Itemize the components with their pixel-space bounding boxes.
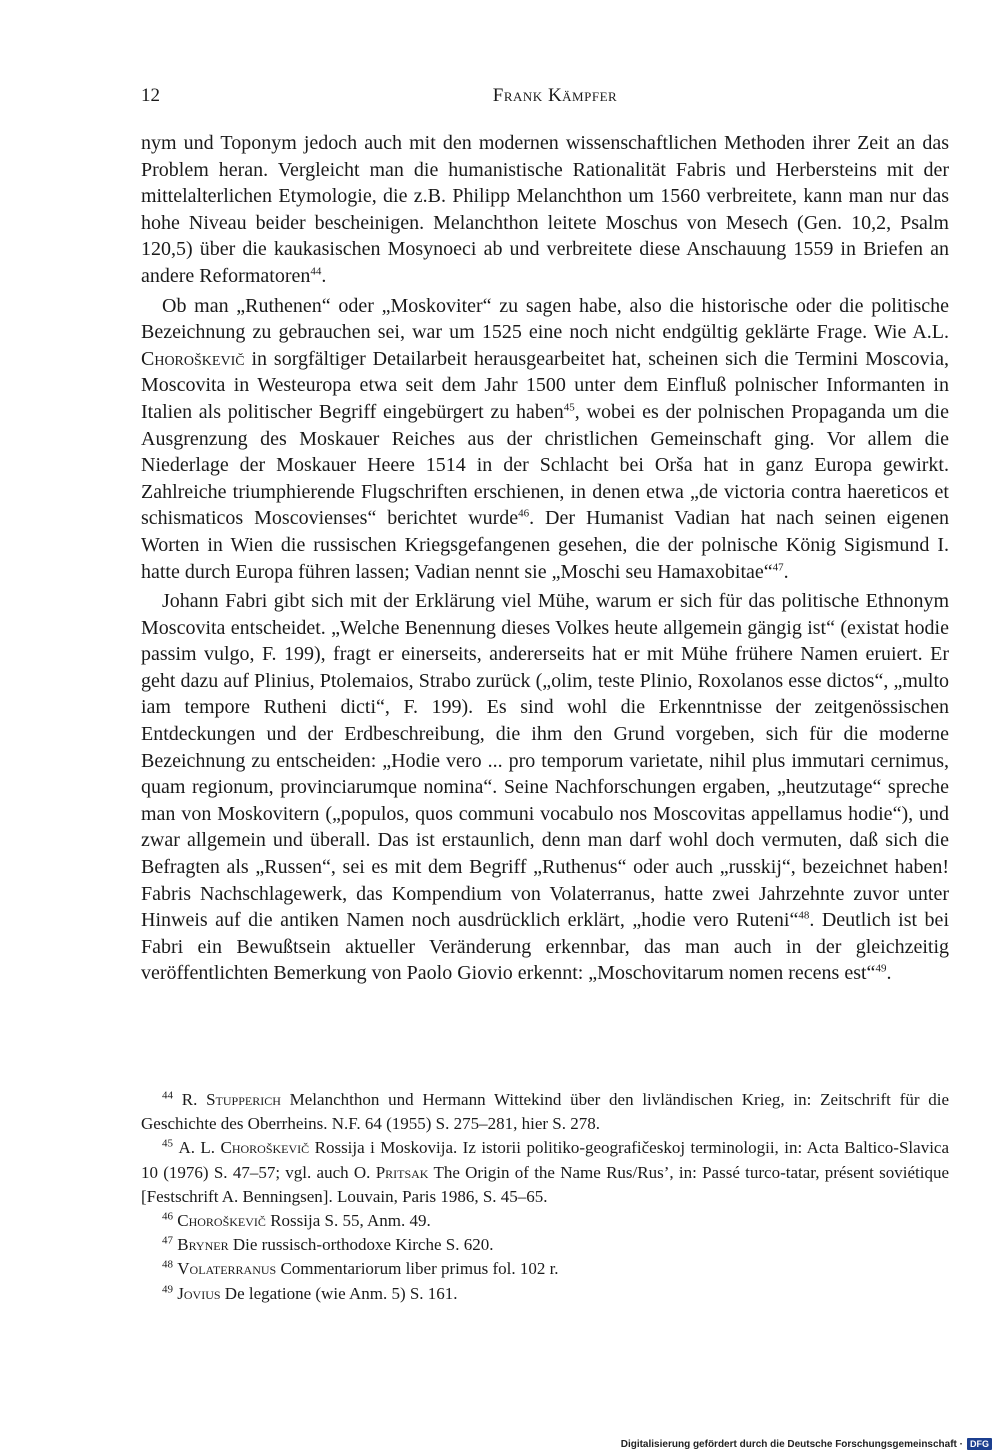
footnote-ref-46[interactable]: 46	[518, 507, 530, 520]
dfg-logo: DFG	[967, 1438, 992, 1450]
footnote-number: 48	[162, 1258, 173, 1271]
paragraph-2-text-d: . Der Humanist Vadian hat nach seinen eigenen Worten in Wien die russischen Kriegsgefangenen gesehen, die der polnische König Sigismund I. hatte durch Europa führen lassen; Vadian nennt sie „Moschi seu Hamaxobitae“	[141, 507, 949, 583]
footnote-text: De legatione (wie Anm. 5) S. 161.	[220, 1283, 458, 1303]
running-head-author: Frank Kämpfer	[492, 85, 618, 106]
footnote-author: Bryner	[177, 1235, 229, 1255]
paragraph-1-text: nym und Toponym jedoch auch mit den modernen wissenschaftlichen Methoden ihrer Zeit an das Problem heran. Vergleicht man die humanistische Rationalität Fabris und Herbersteins mit der mittelalterlichen Etymologie, die z.B. Philipp Melanchthon um 1560 verbreitete, kann man nur das hohe Niveau beider bescheinigen. Melanchthon leitete Moschus von Mesech (Gen. 10,2, Psalm 120,5) über die kaukasischen Mosynoeci ab und verbreitete diese Anschauung 1559 in Briefen an andere Reformatoren	[141, 132, 949, 287]
footnote-ref-44[interactable]: 44	[310, 265, 322, 278]
paragraph-2-text-a: Ob man „Ruthenen“ oder „Moskoviter“ zu sagen habe, also die historische oder die politische Bezeichnung zu gebrauchen sei, war um 1525 eine noch nicht endgültig geklärte Frage. Wie A.L.	[141, 294, 949, 344]
footnote-text: Rossija S. 55, Anm. 49.	[265, 1211, 431, 1231]
footnotes	[141, 1088, 949, 1306]
footnote-ref-48[interactable]: 48	[798, 909, 810, 922]
footnote-author: A. L. Choroškevič	[178, 1138, 310, 1158]
footnote-text: Rossija i Moskovija. Iz istorii politiko-geografičeskoj terminologii, in: Acta Baltico-Slavica 10 (1976) S. 47–57; vgl. auch O.	[141, 1138, 950, 1182]
footnote-author: Choroškevič	[177, 1211, 266, 1231]
footnote-number: 47	[162, 1234, 173, 1247]
footnote-text: Commentariorum liber primus fol. 102 r.	[276, 1259, 559, 1279]
footnote-ref-45[interactable]: 45	[563, 401, 575, 414]
paragraph-2-text-e: .	[783, 560, 789, 583]
footer-text: Digitalisierung gefördert durch die Deutsche Forschungsgemeinschaft ·	[620, 1438, 963, 1450]
footnote-ref-47[interactable]: 47	[772, 560, 784, 573]
page-number: 12	[141, 85, 160, 106]
footnote-46	[141, 1209, 949, 1233]
paragraph-3	[141, 588, 949, 987]
footnote-text: Die russisch-orthodoxe Kirche S. 620.	[228, 1235, 494, 1255]
footnote-number: 44	[162, 1089, 173, 1102]
footnote-ref-49[interactable]: 49	[875, 962, 887, 975]
footnote-author-2: Pritsak	[375, 1162, 429, 1182]
paragraph-3-text-a: Johann Fabri gibt sich mit der Erklärung viel Mühe, warum er sich für das politische Ethnonym Moscovita entscheidet. „Welche Benennung dieses Volkes heute allgemein gängig ist“ (existat hodie passim vulgo, F. 199), fragt er einerseits, andererseits hat er mit Mühe frühere Namen eruiert. Er geht dazu auf Plinius, Ptolemaios, Strabo zurück („olim, teste Plinio, Roxolanos esse dictos“, „multo iam tempore Rutheni dicti“, F. 199). Es sind wohl die Erkenntnisse der zeitgenössischen Entdeckungen und der Erdbeschreibung, die ihm den Grund vorgeben, sich für die moderne Bezeichnung zu entscheiden: „Hodie vero ... pro temporum varietate, nihil plus immutari cernimus, quam regionum, provinciarumque nomina“. Seine Nachforschungen ergaben, „heutzutage“ spreche man von Moskovitern („populos, quos communi vocabulo nos Moscovitas appellamus hodie“), und zwar allgemein und überall. Das ist erstaunlich, denn man darf wohl doch vermuten, daß sich die Befragten als „Russen“, sei es mit dem Begriff „Ruthenus“ oder auch „russkij“, bezeichnet haben! Fabris Nachschlagewerk, das Kompendium von Volaterranus, hatte zwei Jahrzehnte zuvor unter Hinweis auf die antiken Namen noch ausdrücklich erklärt, „hodie vero Ruteni“	[141, 590, 949, 932]
footnote-number: 46	[162, 1210, 173, 1223]
paragraph-2-text-c: , wobei es der polnischen Propaganda um die Ausgrenzung des Moskauer Reiches aus der christlichen Gemeinschaft ging. Vor allem die Niederlage der Moskauer Heere 1514 in der Schlacht bei Orša hat in ganz Europa gewirkt. Zahlreiche triumphierende Flugschriften erschienen, in denen etwa „de victoria contra haereticos et schismaticos Moscovienses“ berichtet wurde	[141, 400, 949, 530]
paragraph-2-text-b: in sorgfältiger Detailarbeit herausgearbeitet hat, scheinen sich die Termini Moscovia, Moscovita in Westeuropa etwa seit dem Jahr 1500 unter dem Einfluß polnischer Informanten in Italien als politischer Begriff eingebürgert zu haben	[141, 347, 949, 423]
paragraph-1	[141, 130, 949, 290]
footnote-number: 45	[162, 1137, 173, 1150]
footnote-49	[141, 1282, 949, 1306]
paragraph-3-text-b: . Deutlich ist bei Fabri ein Bewußtsein aktueller Veränderung erkennbar, das man auch in der gleichzeitig veröffentlichten Bemerkung von Paolo Giovio erkennt: „Moschovitarum nomen recens est“	[141, 909, 949, 985]
paragraph-1-tail: .	[321, 264, 327, 287]
digitization-footer	[621, 1436, 992, 1452]
footnote-author: Jovius	[177, 1283, 221, 1303]
footnote-author: R. Stupperich	[181, 1090, 281, 1109]
running-header	[141, 81, 949, 111]
paragraph-3-text-c: .	[886, 962, 892, 985]
footnote-47	[141, 1233, 949, 1257]
footnote-text-2: The Origin of the Name Rus/Rus’, in: Passé turco-tatar, présent soviétique [Festschrift A. Benningsen]. Louvain, Paris 1986, S. 45–65.	[141, 1162, 949, 1206]
footnote-number: 49	[162, 1282, 173, 1295]
main-text	[141, 130, 949, 987]
footnote-text: Melanchthon und Hermann Wittekind über den livländischen Krieg, in: Zeitschrift für die Geschichte des Oberrheins. N.F. 64 (1955) S. 275–281, hier S. 278.	[141, 1090, 949, 1134]
footnote-48	[141, 1257, 949, 1281]
footnote-45	[141, 1136, 949, 1209]
paragraph-2	[141, 293, 949, 586]
footnote-44	[141, 1088, 949, 1136]
footnote-author: Volaterranus	[177, 1259, 277, 1279]
author-name: Choroškevič	[141, 347, 245, 370]
